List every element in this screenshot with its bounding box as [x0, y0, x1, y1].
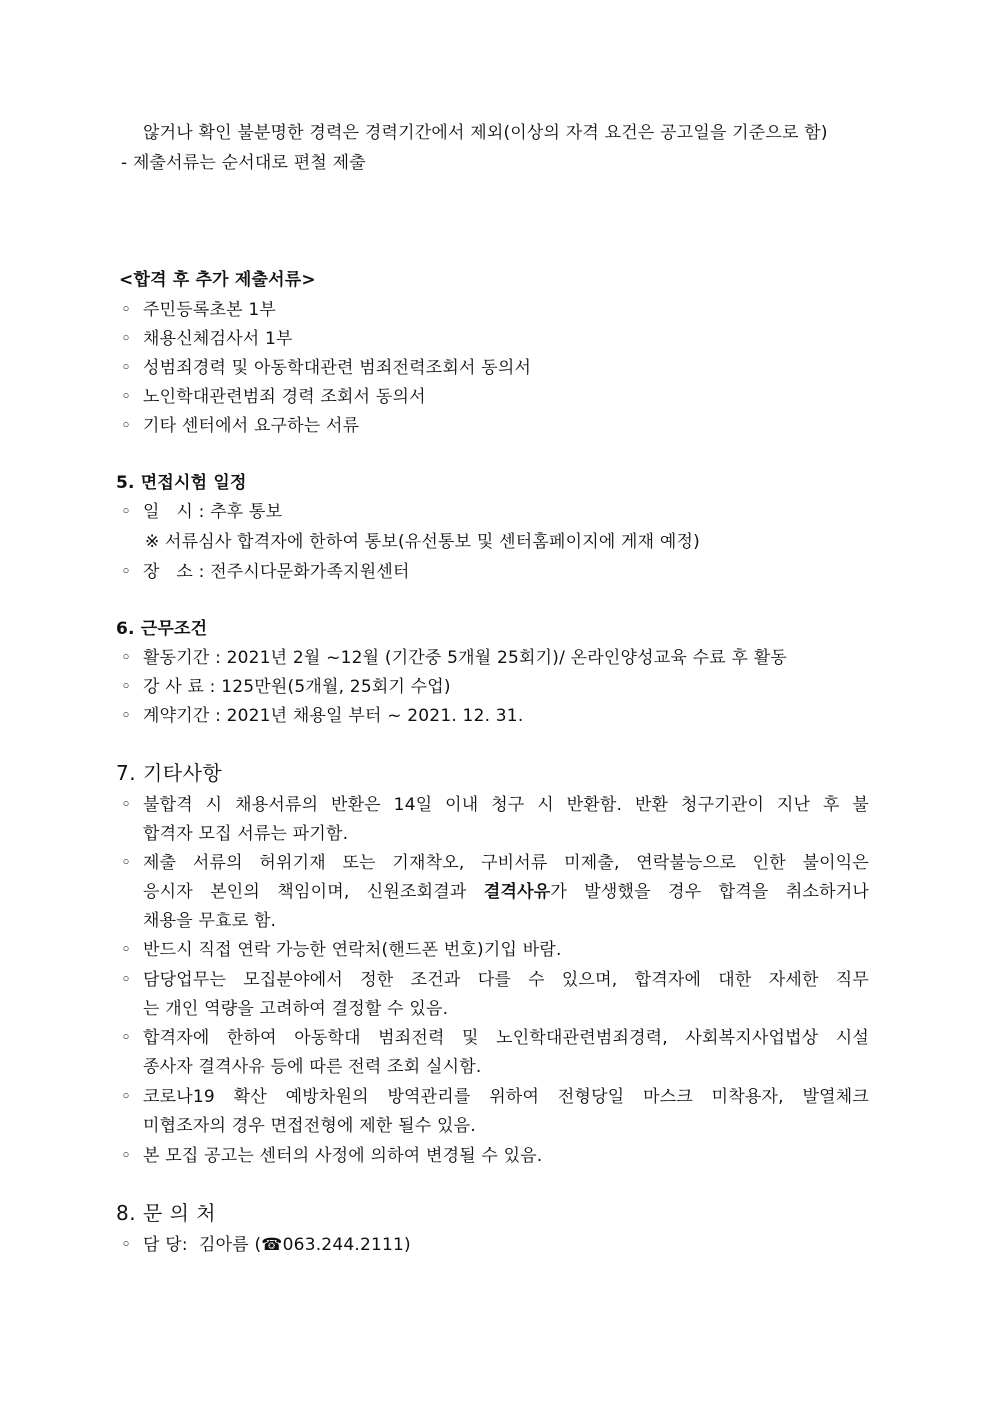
bullet-icon: ◦	[121, 706, 132, 726]
bullet-icon: ◦	[121, 795, 132, 815]
extra-docs-heading: <합격 후 추가 제출서류>	[119, 270, 316, 290]
bullet-icon: ◦	[121, 677, 132, 697]
bullet-icon: ◦	[121, 502, 132, 522]
extra-doc-item	[121, 298, 276, 322]
extra-doc-item	[121, 385, 426, 409]
submission-order-note: - 제출서류는 순서대로 편철 제출	[121, 153, 366, 173]
bullet-icon: ◦	[121, 648, 132, 668]
misc-item-2-line2	[143, 880, 869, 904]
extra-doc-label: 주민등록초본 1부	[143, 300, 276, 320]
interview-date-text: 일 시 : 추후 통보	[143, 502, 283, 522]
bullet-icon: ◦	[121, 329, 132, 349]
section-5-title: 5. 면접시험 일정	[116, 473, 247, 493]
bullet-icon: ◦	[121, 853, 132, 873]
bullet-icon: ◦	[121, 387, 132, 407]
misc-item-2-line3: 채용을 무효로 함.	[143, 911, 277, 931]
misc-item-5	[121, 1026, 869, 1050]
work-condition-text: 활동기간 : 2021년 2월 ~12월 (기간중 5개월 25회기)/ 온라인양성교육 수료 후 활동	[143, 648, 787, 668]
continued-requirement-line: 않거나 확인 불분명한 경력은 경력기간에서 제외(이상의 자격 요건은 공고일을 기준으로 함)	[143, 123, 828, 143]
section-6-title: 6. 근무조건	[116, 619, 208, 639]
bullet-icon: ◦	[121, 1146, 132, 1166]
bullet-icon: ◦	[121, 416, 132, 436]
interview-notice: ※ 서류심사 합격자에 한하여 통보(유선통보 및 센터홈페이지에 게재 예정)	[145, 532, 700, 552]
misc-item-2-text-b: 가 발생했을 경우 합격을 취소하거나	[550, 882, 869, 902]
extra-doc-item	[121, 356, 531, 380]
misc-item-3-text: 반드시 직접 연락 가능한 연락처(핸드폰 번호)기입 바람.	[143, 940, 562, 960]
misc-item-2	[121, 851, 869, 875]
extra-doc-label: 채용신체검사서 1부	[143, 329, 293, 349]
bullet-icon: ◦	[121, 1235, 132, 1255]
work-condition-item	[121, 675, 451, 699]
work-condition-item	[121, 646, 787, 670]
work-condition-item	[121, 704, 523, 728]
misc-item-1-line1: 불합격 시 채용서류의 반환은 14일 이내 청구 시 반환함. 반환 청구기관이 지난 후 불	[143, 795, 869, 815]
misc-item-3	[121, 938, 562, 962]
extra-doc-label: 기타 센터에서 요구하는 서류	[143, 416, 360, 436]
interview-place-text: 장 소 : 전주시다문화가족지원센터	[143, 562, 410, 582]
contact-text: 담 당: 김아름 (☎063.244.2111)	[143, 1235, 411, 1255]
bullet-icon: ◦	[121, 562, 132, 582]
bullet-icon: ◦	[121, 970, 132, 990]
extra-doc-item	[121, 327, 293, 351]
bullet-icon: ◦	[121, 358, 132, 378]
misc-item-4-line2: 는 개인 역량을 고려하여 결정할 수 있음.	[143, 999, 449, 1019]
misc-item-7	[121, 1144, 543, 1168]
extra-doc-item	[121, 414, 359, 438]
misc-item-1-line2: 합격자 모집 서류는 파기함.	[143, 824, 349, 844]
bullet-icon: ◦	[121, 1087, 132, 1107]
extra-doc-label: 성범죄경력 및 아동학대관련 범죄전력조회서 동의서	[143, 358, 532, 378]
work-condition-text: 강 사 료 : 125만원(5개월, 25회기 수업)	[143, 677, 451, 697]
misc-item-4	[121, 968, 869, 992]
misc-item-5-line1: 합격자에 한하여 아동학대 범죄전력 및 노인학대관련범죄경력, 사회복지사업법상 시설	[143, 1028, 869, 1048]
misc-item-5-line2: 종사자 결격사유 등에 따른 전력 조회 실시함.	[143, 1057, 482, 1077]
disqualification-reason-emphasis: 결격사유	[483, 882, 551, 902]
extra-doc-label: 노인학대관련범죄 경력 조회서 동의서	[143, 387, 426, 407]
misc-item-6-line1: 코로나19 확산 예방차원의 방역관리를 위하여 전형당일 마스크 미착용자, 발열체크	[143, 1087, 869, 1107]
interview-place	[121, 560, 410, 584]
section-8-title: 8. 문 의 처	[116, 1201, 217, 1225]
bullet-icon: ◦	[121, 940, 132, 960]
misc-item-6	[121, 1085, 869, 1109]
misc-item-6-line2: 미협조자의 경우 면접전형에 제한 될수 있음.	[143, 1116, 476, 1136]
misc-item-2-text-a: 응시자 본인의 책임이며, 신원조회결과	[143, 882, 484, 902]
bullet-icon: ◦	[121, 300, 132, 320]
misc-item-4-line1: 담당업무는 모집분야에서 정한 조건과 다를 수 있으며, 합격자에 대한 자세한 직무	[143, 970, 869, 990]
bullet-icon: ◦	[121, 1028, 132, 1048]
section-7-title: 7. 기타사항	[116, 761, 223, 785]
contact-item	[121, 1233, 411, 1257]
work-condition-text: 계약기간 : 2021년 채용일 부터 ~ 2021. 12. 31.	[143, 706, 524, 726]
interview-date	[121, 500, 282, 524]
misc-item-2-line1: 제출 서류의 허위기재 또는 기재착오, 구비서류 미제출, 연락불능으로 인한 불이익은	[143, 853, 869, 873]
misc-item-7-text: 본 모집 공고는 센터의 사정에 의하여 변경될 수 있음.	[143, 1146, 543, 1166]
misc-item-1	[121, 793, 869, 817]
